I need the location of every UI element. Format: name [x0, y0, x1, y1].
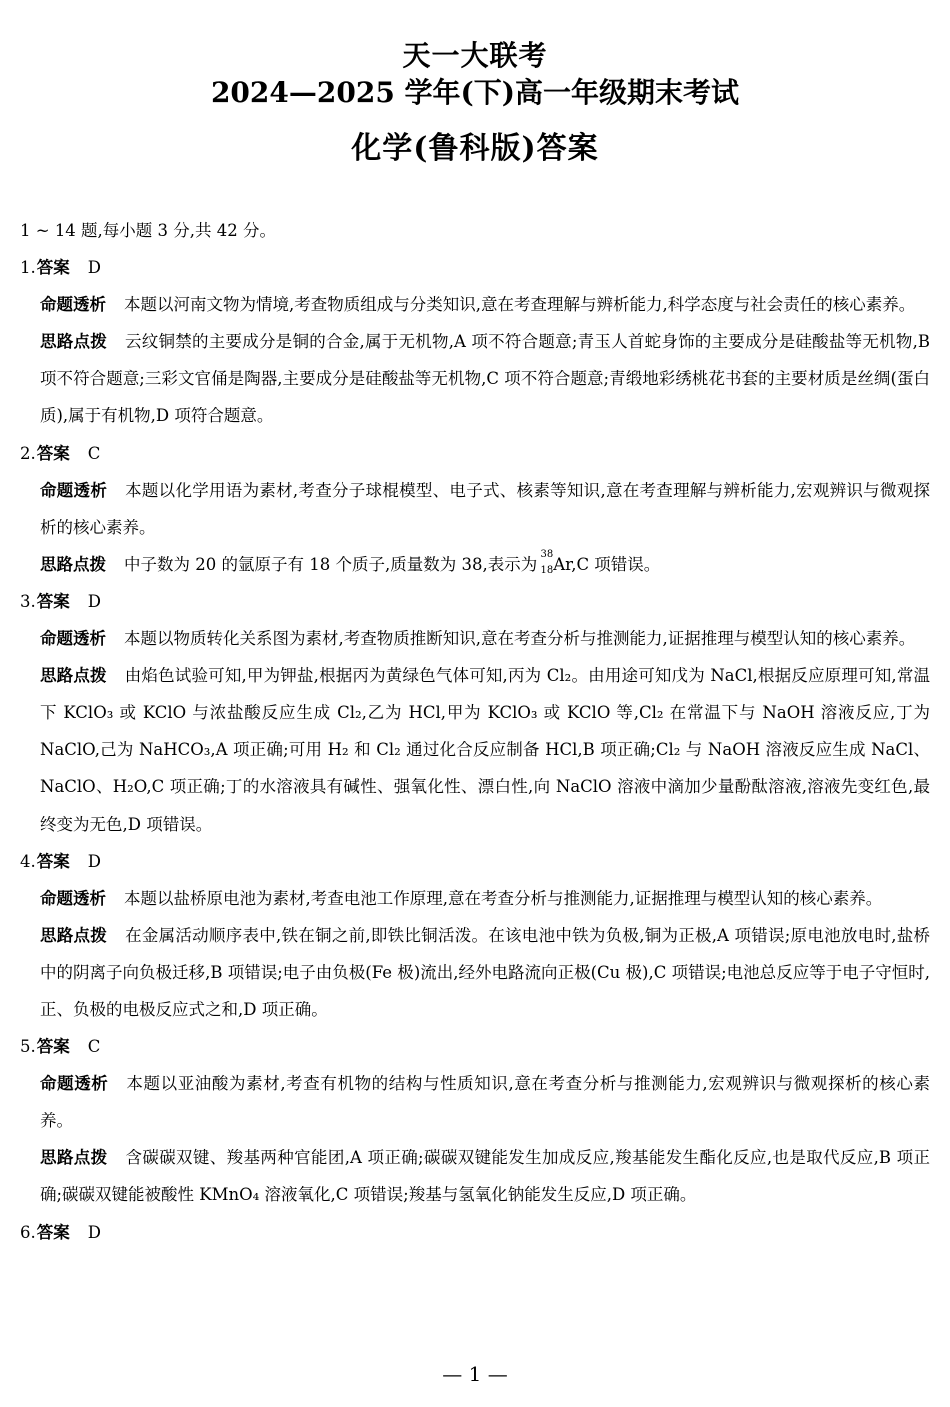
question-number: 1.: [20, 258, 36, 278]
hint-label: 思路点拨: [40, 1148, 108, 1168]
answer-value: D: [87, 258, 101, 278]
hint-text: 含碳碳双键、羧基两种官能团,A 项正确;碳碳双键能发生加成反应,羧基能发生酯化反应,也是取代反应,B 项正确;碳碳双键能被酸性 KMnO₄ 溶液氧化,C 项错误;羧基与氢氧化钠能发生反应,D 项正确。: [40, 1148, 931, 1205]
answer-content: [20, 212, 930, 1251]
question-number: 3.: [20, 591, 36, 611]
hint-paragraph-q4: [20, 917, 930, 1028]
analysis-text: 本题以物质转化关系图为素材,考查物质推断知识,意在考查分析与推测能力,证据推理与模型认知的核心素养。: [124, 629, 916, 649]
analysis-paragraph-q5: [20, 1065, 930, 1139]
hint-paragraph-q3: [20, 657, 930, 842]
hint-paragraph-q5: [20, 1139, 930, 1213]
analysis-text: 本题以河南文物为情境,考查物质组成与分类知识,意在考查理解与辨析能力,科学态度与社会责任的核心素养。: [124, 295, 916, 315]
analysis-text: 本题以亚油酸为素材,考查有机物的结构与性质知识,意在考查分析与推测能力,宏观辨识与微观探析的核心素养。: [40, 1074, 930, 1131]
analysis-label: 命题透析: [40, 888, 106, 908]
analysis-label: 命题透析: [40, 629, 106, 649]
answer-line-q6: [20, 1214, 930, 1251]
hint-text: 中子数为 20 的氩原子有 18 个质子,质量数为 38,表示为: [124, 554, 538, 574]
question-number: 6.: [20, 1222, 36, 1242]
answer-label: 答案: [36, 851, 70, 871]
isotope-notation: [537, 548, 554, 576]
answer-label: 答案: [36, 1222, 70, 1242]
document-header: [0, 38, 950, 169]
answer-value: C: [87, 1037, 101, 1057]
hint-text: 云纹铜禁的主要成分是铜的合金,属于无机物,A 项不符合题意;青玉人首蛇身饰的主要成分是硅酸盐等无机物,B 项不符合题意;三彩文官俑是陶器,主要成分是硅酸盐等无机物,C 项不符合题意;青缎地彩绣桃花书套的主要材质是丝绸(蛋白质),属于有机物,D 项符合题意。: [40, 332, 930, 426]
hint-text: 在金属活动顺序表中,铁在铜之前,即铁比铜活泼。在该电池中铁为负极,铜为正极,A 项错误;原电池放电时,盐桥中的阴离子向负极迁移,B 项错误;电子由负极(Fe 极)流出,经外电路流向正极(Cu 极),C 项错误;电池总反应等于电子守恒时,正、负极的电极反应式之和,D 项正确。: [40, 925, 930, 1019]
answer-line-q5: [20, 1028, 930, 1065]
question-number: 2.: [20, 443, 36, 463]
answer-value: D: [87, 591, 101, 611]
hint-label: 思路点拨: [40, 666, 107, 686]
page-number: — 1 —: [442, 1362, 508, 1386]
hint-paragraph-q2: [20, 546, 930, 583]
mass-number: 38: [540, 548, 554, 560]
answer-line-q4: [20, 843, 930, 880]
hint-text-end: Ar,C 项错误。: [553, 554, 661, 574]
answer-label: 答案: [36, 591, 70, 611]
analysis-label: 命题透析: [40, 295, 106, 315]
answer-line-q2: [20, 435, 930, 472]
analysis-text: 本题以化学用语为素材,考查分子球棍模型、电子式、核素等知识,意在考查理解与辨析能力,宏观辨识与微观探析的核心素养。: [40, 480, 930, 537]
hint-label: 思路点拨: [40, 332, 107, 352]
analysis-label: 命题透析: [40, 1074, 109, 1094]
exam-union-title: 天一大联考: [402, 39, 548, 72]
hint-text: 由焰色试验可知,甲为钾盐,根据丙为黄绿色气体可知,丙为 Cl₂。由用途可知戊为 NaCl,根据反应原理可知,常温下 KClO₃ 或 KClO 与浓盐酸反应生成 Cl₂,乙为 HCl,甲为 KClO₃ 或 KClO 等,Cl₂ 在常温下与 NaOH 溶液反应,丁为 NaClO,己为 NaHCO₃,A 项正确;可用 H₂ 和 Cl₂ 通过化合反应制备 HCl,B 项正确;Cl₂ 与 NaOH 溶液反应生成 NaCl、NaClO、H₂O,C 项正确;丁的水溶液具有碱性、强氧化性、漂白性,向 NaClO 溶液中滴加少量酚酞溶液,溶液先变红色,最终变为无色,D 项错误。: [40, 666, 930, 834]
analysis-label: 命题透析: [40, 480, 108, 500]
answer-label: 答案: [36, 258, 70, 278]
hint-label: 思路点拨: [40, 554, 106, 574]
scoring-note: 1 ~ 14 题,每小题 3 分,共 42 分。: [20, 221, 277, 240]
answer-line-q1: [20, 249, 930, 286]
hint-label: 思路点拨: [40, 925, 108, 945]
exam-year-title: 2024—2025 学年(下)高一年级期末考试: [210, 76, 740, 109]
answer-label: 答案: [36, 443, 70, 463]
answer-value: D: [87, 851, 101, 871]
question-number: 5.: [20, 1037, 36, 1057]
analysis-paragraph-q1: [20, 286, 930, 323]
answer-value: C: [87, 443, 101, 463]
hint-paragraph-q1: [20, 323, 930, 434]
answer-label: 答案: [36, 1037, 70, 1057]
analysis-paragraph-q4: [20, 880, 930, 917]
question-number: 4.: [20, 851, 36, 871]
answer-line-q3: [20, 583, 930, 620]
analysis-text: 本题以盐桥原电池为素材,考查电池工作原理,意在考查分析与推测能力,证据推理与模型认知的核心素养。: [124, 888, 883, 908]
answer-value: D: [87, 1222, 101, 1242]
atomic-number: 18: [540, 564, 554, 576]
analysis-paragraph-q2: [20, 472, 930, 546]
analysis-paragraph-q3: [20, 620, 930, 657]
subject-answer-title: 化学(鲁科版)答案: [351, 131, 599, 166]
